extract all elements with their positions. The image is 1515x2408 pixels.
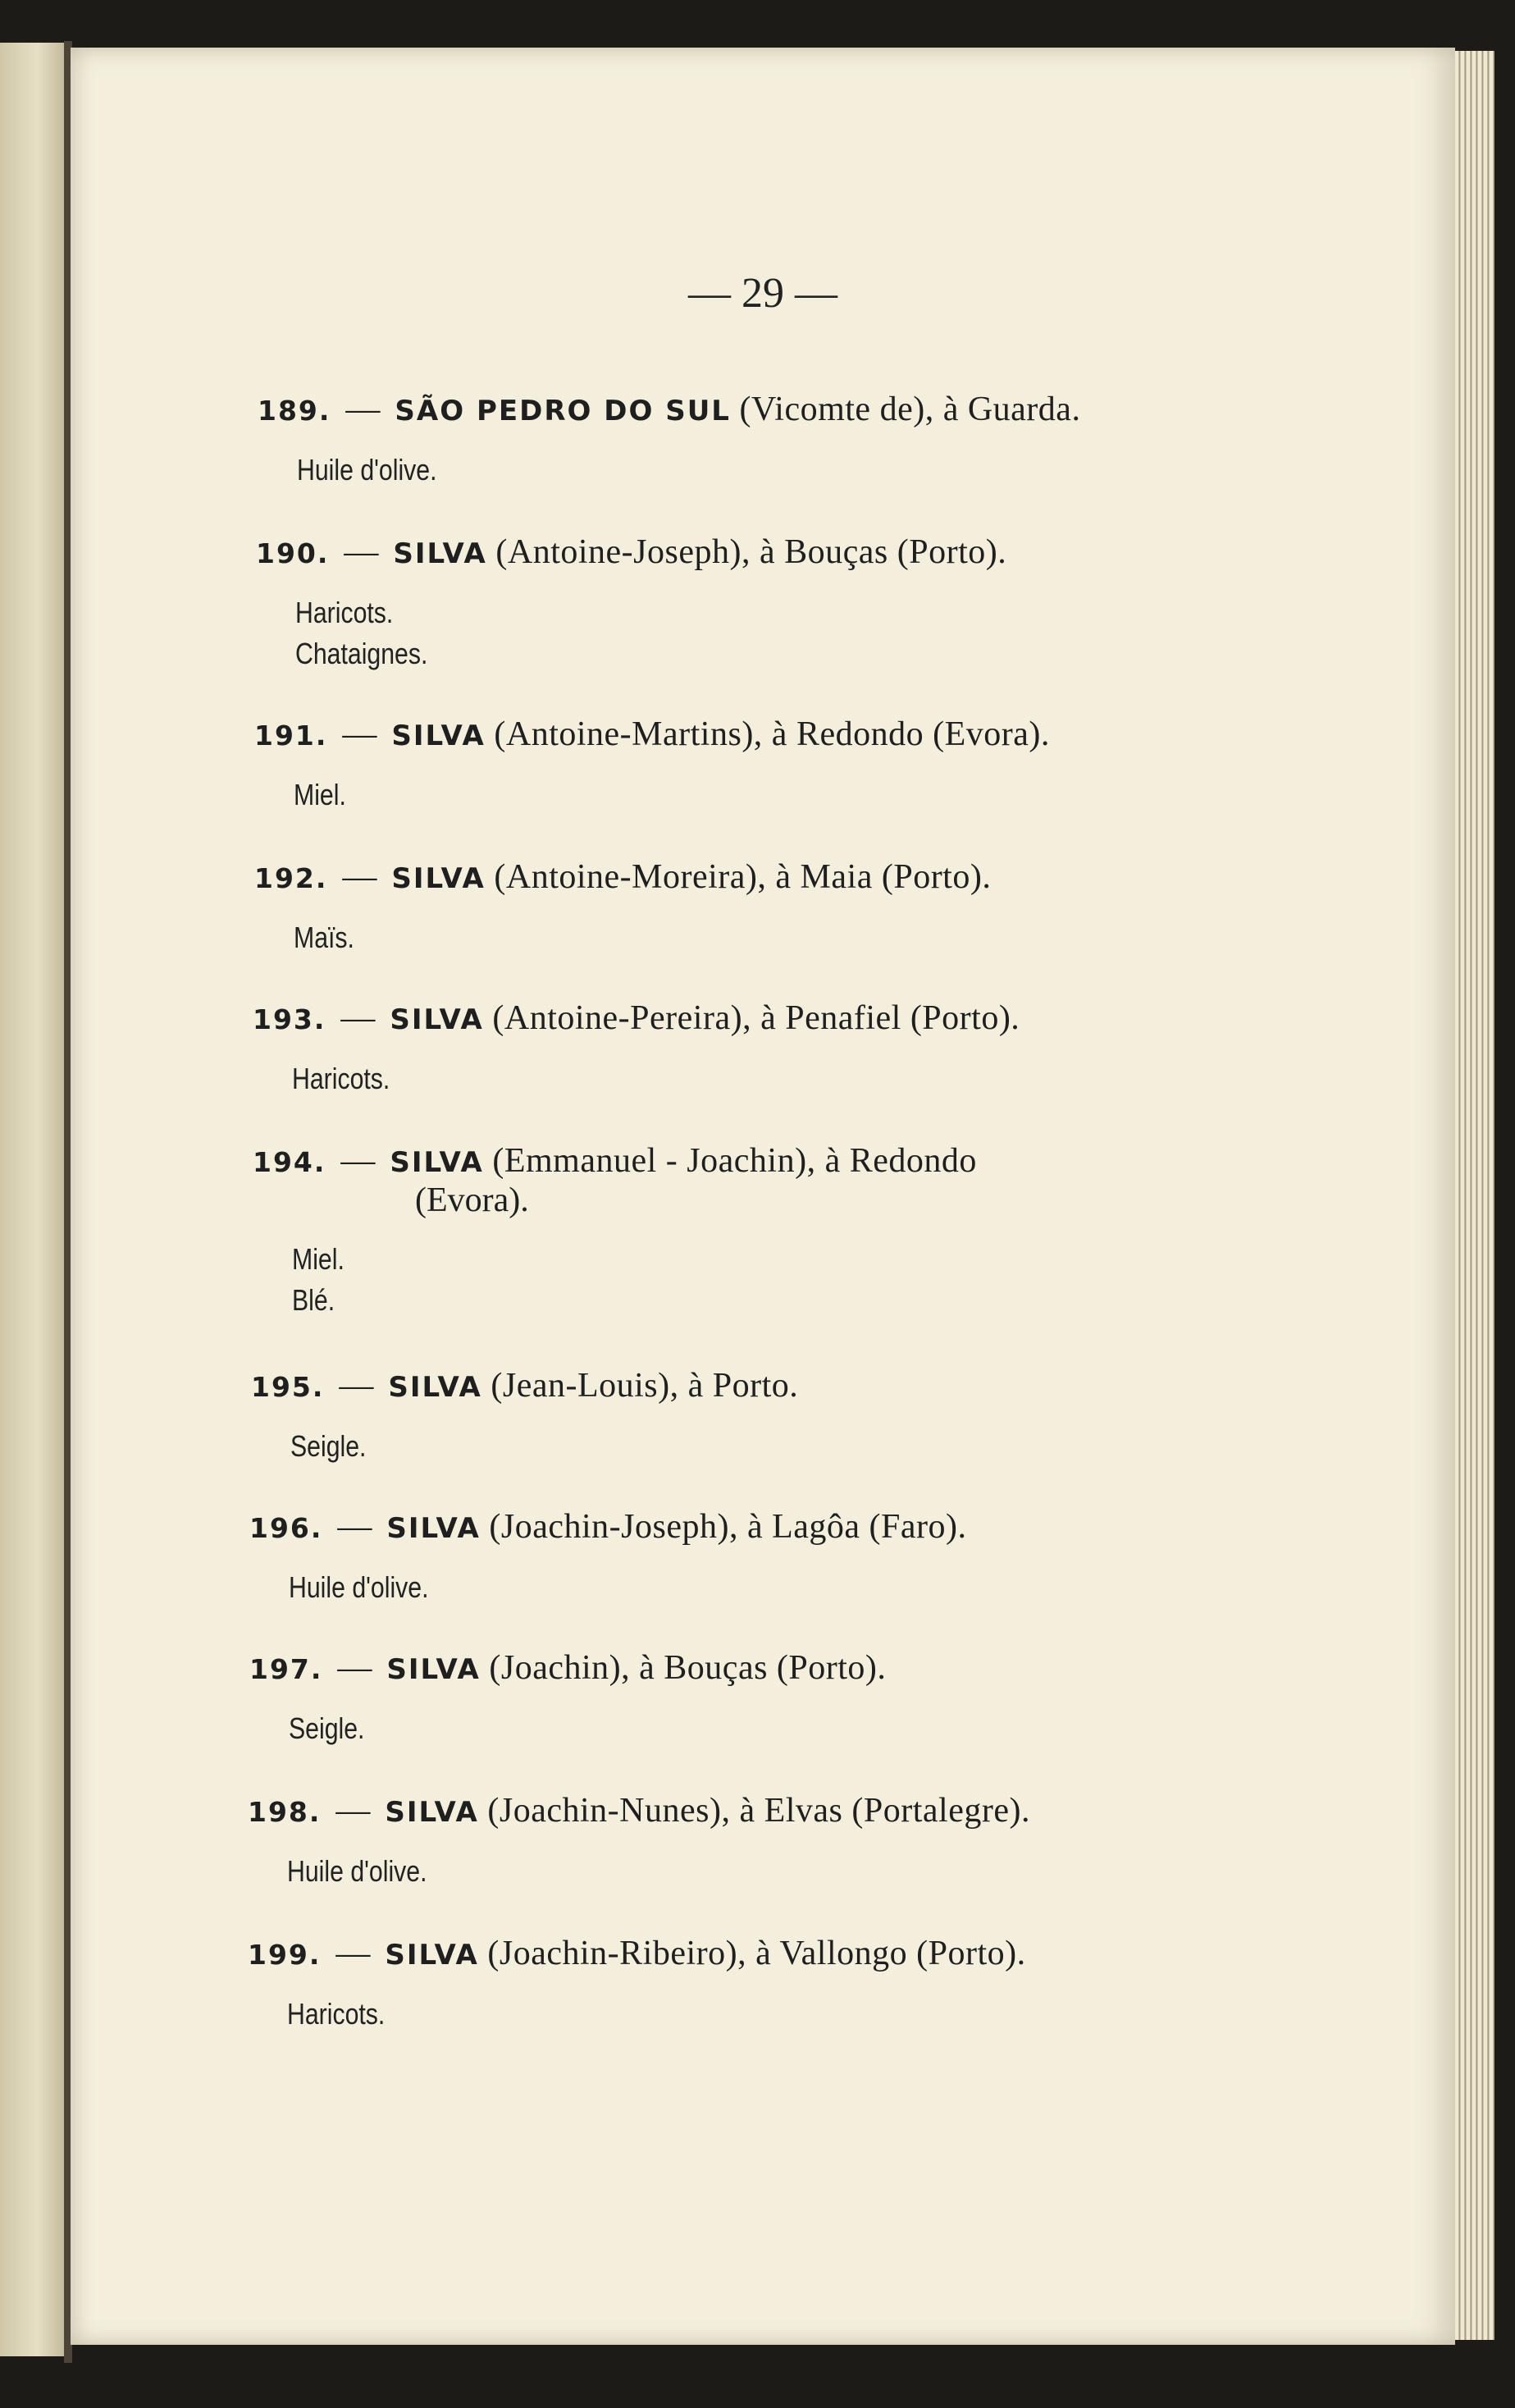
entry-name: SILVA [390, 1003, 484, 1036]
entry-name: SILVA [388, 1371, 482, 1404]
product-item: Haricots. [292, 1062, 390, 1095]
entry-dash: — [344, 533, 379, 571]
page-number: — 29 — [688, 270, 837, 317]
product-list [248, 1851, 1030, 1892]
entry-196 [249, 1508, 967, 1608]
page-sheet [71, 48, 1455, 2345]
entry-details: (Antoine-Pereira), à Penafiel (Porto). [492, 999, 1020, 1037]
entry-name: SILVA [386, 1512, 481, 1545]
product-item: Maïs. [294, 921, 354, 954]
entry-194 [253, 1142, 977, 1321]
product-list [253, 1058, 1020, 1099]
entry-190 [256, 533, 1006, 674]
entry-details: (Joachin-Joseph), à Lagôa (Faro). [489, 1508, 967, 1546]
product-list [248, 1994, 1026, 2035]
entry-name: SILVA [391, 862, 486, 895]
entry-number: 191. [254, 720, 328, 752]
entry-197 [249, 1649, 886, 1749]
product-item: Huile d'olive. [289, 1570, 429, 1604]
entry-details: (Joachin-Ribeiro), à Vallongo (Porto). [487, 1935, 1026, 1972]
facing-page-edge [0, 43, 69, 2356]
entry-dash: — [335, 1935, 371, 1972]
entry-details: (Antoine-Martins), à Redondo (Evora). [494, 715, 1050, 753]
entry-dash: — [337, 1649, 372, 1687]
entry-195 [251, 1367, 798, 1467]
entry-dash: — [339, 1367, 374, 1405]
entry-details: (Antoine-Moreira), à Maia (Porto). [494, 858, 992, 896]
entry-dash: — [335, 1792, 371, 1830]
product-item: Chataignes. [295, 637, 428, 670]
entry-continuation: (Evora). [415, 1181, 529, 1219]
entry-dash: — [337, 1508, 372, 1546]
product-list [256, 592, 1006, 674]
entry-name: SILVA [390, 1146, 484, 1179]
entry-name: SILVA [385, 1939, 479, 1972]
entry-number: 194. [253, 1146, 326, 1178]
product-item: Blé. [292, 1283, 335, 1317]
entry-number: 192. [254, 862, 328, 894]
product-list [254, 917, 991, 958]
entry-details: (Antoine-Joseph), à Bouças (Porto). [495, 533, 1007, 571]
entry-details: (Vicomte de), à Guarda. [739, 391, 1081, 428]
entry-details: (Joachin), à Bouças (Porto). [489, 1649, 887, 1687]
entry-191 [254, 715, 1050, 816]
entry-dash: — [345, 391, 381, 428]
entry-dash: — [342, 858, 377, 896]
product-item: Haricots. [295, 596, 394, 629]
entry-198 [248, 1792, 1030, 1892]
entry-193 [253, 999, 1020, 1099]
product-item: Seigle. [290, 1429, 367, 1463]
entry-details: (Jean-Louis), à Porto. [491, 1367, 799, 1405]
product-item: Miel. [292, 1242, 345, 1276]
entry-number: 196. [249, 1512, 323, 1544]
entry-number: 198. [248, 1796, 322, 1828]
entry-name: SILVA [393, 537, 487, 570]
entry-189 [258, 391, 1080, 491]
entry-199 [248, 1935, 1026, 2035]
product-list [258, 450, 1080, 491]
entry-number: 190. [256, 537, 330, 569]
entry-name: SILVA [386, 1653, 481, 1686]
entry-details: (Emmanuel - Joachin), à Redondo [492, 1142, 977, 1180]
entry-dash: — [342, 715, 377, 753]
product-list [249, 1567, 967, 1608]
entry-name: SILVA [391, 720, 486, 752]
entry-name: SÃO PEDRO DO SUL [395, 395, 731, 427]
product-list [251, 1426, 798, 1467]
entry-number: 189. [258, 395, 331, 427]
product-item: Huile d'olive. [287, 1854, 427, 1888]
product-item: Huile d'olive. [297, 453, 437, 487]
product-list [253, 1239, 977, 1321]
product-list [254, 774, 1050, 816]
entry-name: SILVA [385, 1796, 479, 1829]
product-item: Seigle. [289, 1711, 365, 1745]
product-item: Haricots. [287, 1997, 386, 2031]
entry-dash: — [340, 1142, 376, 1180]
entry-number: 193. [253, 1003, 326, 1035]
entry-details: (Joachin-Nunes), à Elvas (Portalegre). [487, 1792, 1030, 1830]
entry-number: 197. [249, 1653, 323, 1685]
entry-192 [254, 858, 991, 958]
entry-number: 199. [248, 1939, 322, 1971]
product-list [249, 1708, 886, 1749]
entry-dash: — [340, 999, 376, 1037]
product-item: Miel. [294, 778, 346, 811]
entry-number: 195. [251, 1371, 325, 1403]
